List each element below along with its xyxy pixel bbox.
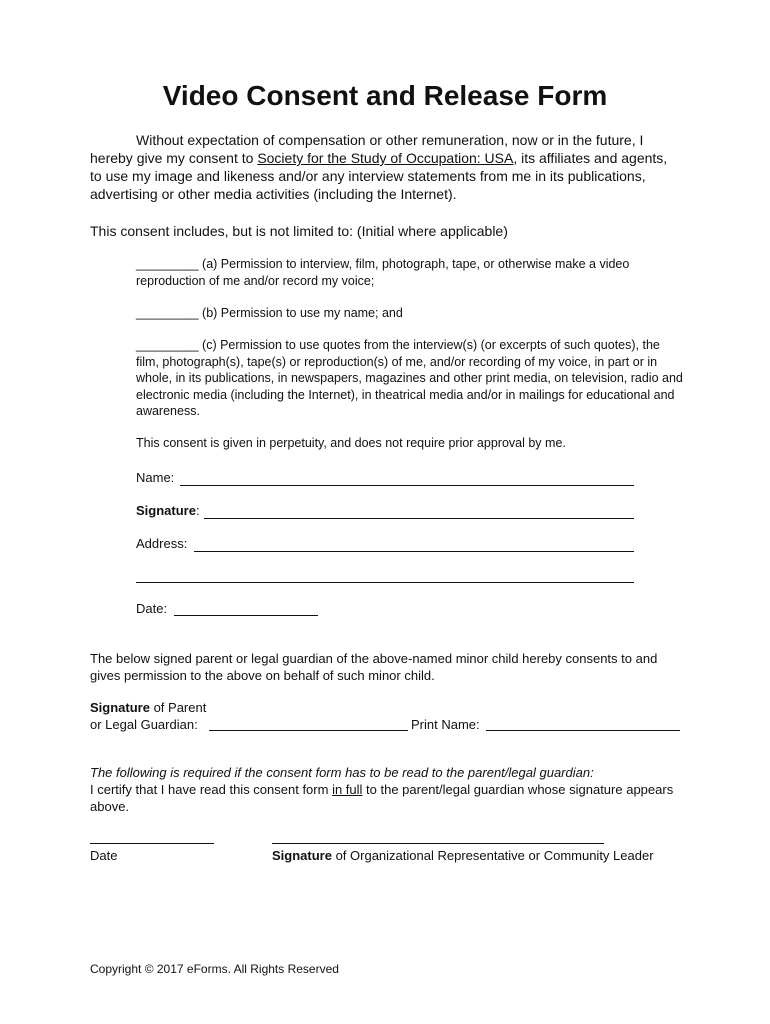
guardian-signature-line2: or Legal Guardian:: [90, 717, 198, 732]
signature-input-line[interactable]: [204, 518, 634, 519]
intro-before: Without expectation of compensation or other remuneration, now or in the future, I hereby give my consent to: [90, 132, 644, 166]
bottom-date-input-line[interactable]: [90, 843, 214, 844]
name-field: [136, 470, 174, 486]
cert-before: I certify that I have read this consent form: [90, 782, 333, 797]
intro-paragraph: [90, 131, 680, 203]
rep-signature-input-line[interactable]: [272, 843, 604, 844]
date-input-line[interactable]: [174, 615, 318, 616]
perpetuity-statement: This consent is given in perpetuity, and does not require prior approval by me.: [136, 436, 566, 450]
read-aloud-certification: [90, 781, 680, 815]
consent-item-c: _________ (c) Permission to use quotes from the interview(s) (or excerpts of such quotes), the film, photograph(s), tape(s) or reproduction(s) of me, and/or recording of my voice, in part or in whole, in its publications, in newspapers, magazines and other print media, on television, radio and electronic media (including the Internet), in theatrical media and/or in mailings for educational and awareness.: [136, 338, 683, 418]
signature-label: Signature: [136, 503, 196, 518]
name-input-line[interactable]: [180, 485, 634, 486]
rep-sig-rest: of Organizational Representative or Community Leader: [331, 848, 654, 863]
rep-sig-bold: Signature: [272, 848, 332, 863]
date-label: Date:: [136, 601, 168, 616]
date-field: [136, 601, 167, 617]
bottom-date-label: Date: [90, 848, 118, 863]
print-name-input-line[interactable]: [486, 730, 680, 731]
name-label: Name:: [136, 470, 175, 485]
includes-heading: This consent includes, but is not limited to: (Initial where applicable): [90, 223, 508, 239]
guardian-signature-input-line[interactable]: [209, 730, 408, 731]
organization-name: Society for the Study of Occupation: USA: [257, 150, 514, 166]
guardian-sig-bold: Signature: [90, 700, 150, 715]
guardian-sig-rest: of Parent: [149, 700, 207, 715]
address-label: Address:: [136, 536, 188, 551]
signature-colon: :: [195, 503, 200, 518]
page-title: Video Consent and Release Form: [162, 80, 608, 111]
signature-field: [136, 503, 200, 519]
print-name-label: Print Name:: [411, 717, 480, 732]
guardian-statement: The below signed parent or legal guardian of the above-named minor child hereby consents to and gives permission to the above on behalf of such minor child.: [90, 651, 658, 683]
intro-after: , its affiliates and agents, to use my image and likeness and/or any interview statements from me in its publications, advertising or other media activities (including the Internet).: [90, 150, 668, 202]
address-input-line-2[interactable]: [136, 582, 634, 583]
cert-after: to the parent/legal guardian whose signature appears above.: [90, 782, 674, 814]
cert-in-full: in full: [332, 782, 363, 797]
read-aloud-note: The following is required if the consent form has to be read to the parent/legal guardian:: [90, 765, 594, 780]
copyright-footer: Copyright © 2017 eForms. All Rights Reserved: [90, 962, 339, 976]
rep-signature-label: [272, 847, 654, 864]
guardian-signature-label: [90, 699, 690, 716]
consent-item-a: _________ (a) Permission to interview, film, photograph, tape, or otherwise make a video reproduction of me and/or record my voice;: [136, 257, 630, 288]
consent-item-b: _________ (b) Permission to use my name; and: [136, 306, 403, 320]
address-field: [136, 536, 187, 552]
address-input-line-1[interactable]: [194, 551, 634, 552]
